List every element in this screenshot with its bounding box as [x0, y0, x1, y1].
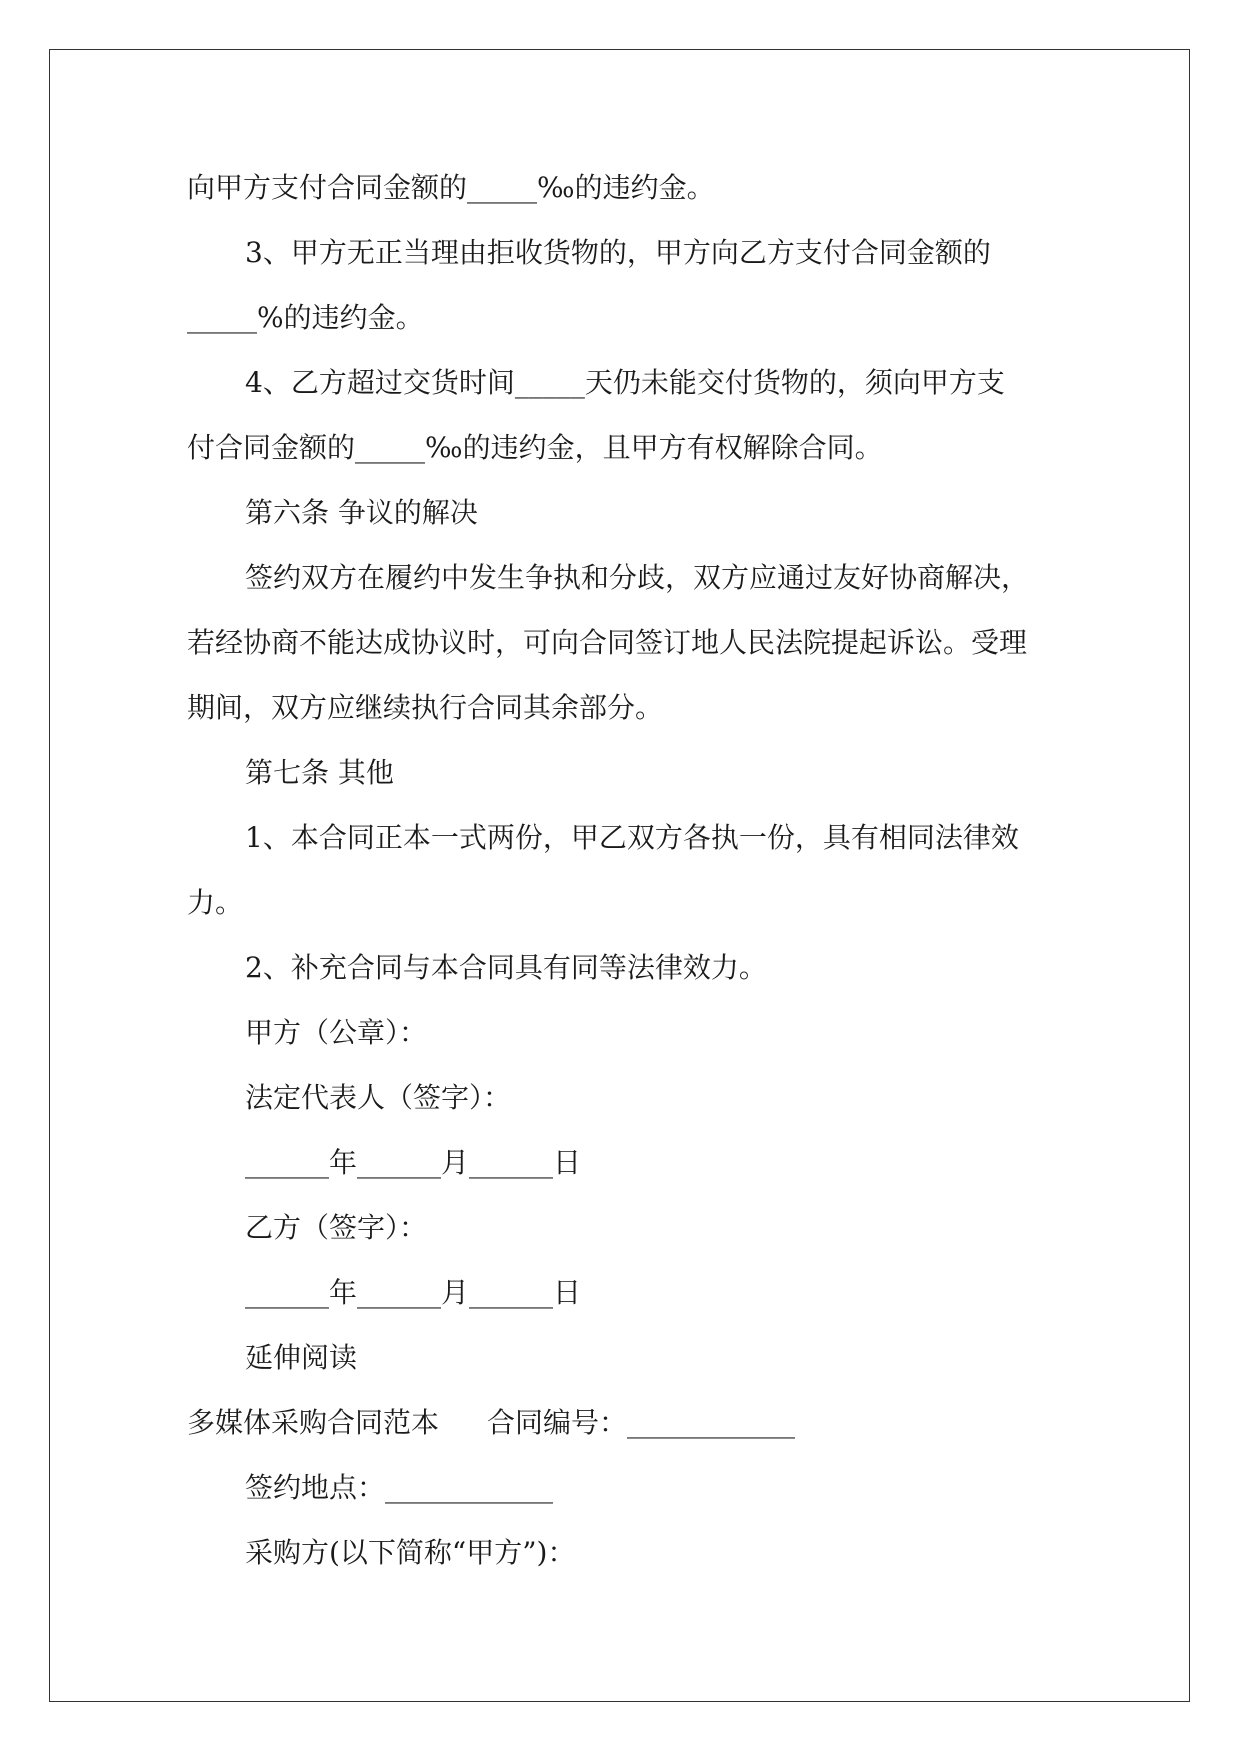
signing-location-field: 签约地点：____________: [245, 1471, 554, 1504]
text-line: 期间，双方应继续执行合同其余部分。: [187, 691, 664, 724]
other-clause-2: 2、补充合同与本合同具有同等法律效力。: [245, 951, 767, 984]
template-title: 多媒体采购合同范本: [187, 1406, 440, 1439]
text-line: 向甲方支付合同金额的_____‰的违约金。: [187, 171, 715, 204]
party-a-seal-label: 甲方（公章）：: [245, 1016, 428, 1049]
document-body: [187, 155, 1067, 1585]
article-6-heading: 第六条 争议的解决: [245, 496, 478, 529]
party-b-date-line: ______年______月______日: [245, 1276, 582, 1309]
clause-3: 3、甲方无正当理由拒收货物的，甲方向乙方支付合同金额的: [245, 236, 991, 269]
text-line: 力。: [187, 886, 244, 919]
extended-reading-heading: 延伸阅读: [245, 1341, 358, 1374]
other-clause-1: 1、本合同正本一式两份，甲乙双方各执一份，具有相同法律效: [245, 821, 1019, 854]
party-a-date-line: ______年______月______日: [245, 1146, 582, 1179]
contract-number-field: 合同编号：____________: [487, 1406, 796, 1439]
text-line: _____%的违约金。: [187, 301, 424, 334]
text-line: 付合同金额的_____‰的违约金，且甲方有权解除合同。: [187, 431, 883, 464]
party-b-signature-label: 乙方（签字）：: [245, 1211, 428, 1244]
purchaser-label: 采购方(以下简称“甲方”)：: [245, 1536, 576, 1569]
legal-representative-label: 法定代表人（签字）：: [245, 1081, 512, 1114]
text-line: 若经协商不能达成协议时，可向合同签订地人民法院提起诉讼。受理: [187, 626, 1028, 659]
template-title-line: [187, 1390, 1067, 1455]
clause-4: 4、乙方超过交货时间_____天仍未能交付货物的，须向甲方支: [245, 366, 1005, 399]
dispute-paragraph: 签约双方在履约中发生争执和分歧，双方应通过友好协商解决，: [245, 561, 1030, 594]
article-7-heading: 第七条 其他: [245, 756, 394, 789]
